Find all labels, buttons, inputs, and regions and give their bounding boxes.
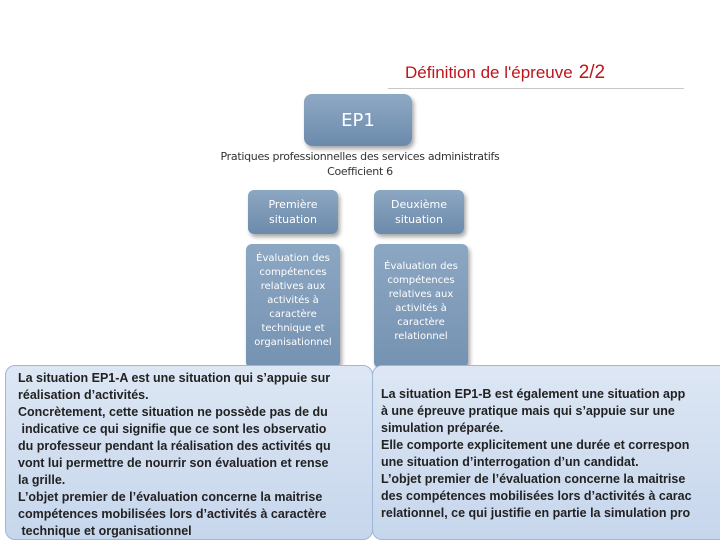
second-situation-line: situation: [395, 213, 443, 226]
panel-line: indicative ce qui signifie que ce sont les observatio: [18, 422, 327, 436]
second-evaluation-line: caractère: [397, 317, 445, 328]
first-evaluation-line: technique et: [261, 323, 325, 334]
second-evaluation-box: [374, 244, 468, 368]
second-situation-box: [374, 190, 464, 234]
first-evaluation-line: Évaluation des: [256, 253, 330, 264]
panel-line: à une épreuve pratique mais qui s’appuie sur une: [381, 404, 675, 418]
second-evaluation-line: relationnel: [394, 331, 448, 342]
situation-a-panel: [5, 365, 373, 540]
panel-line: technique et organisationnel: [18, 524, 192, 538]
first-evaluation-line: activités à: [267, 295, 319, 306]
second-evaluation-line: activités à: [395, 303, 447, 314]
first-evaluation-line: compétences: [259, 267, 327, 278]
title-text: Définition de l'épreuve: [405, 63, 573, 82]
first-situation-line: Première: [268, 198, 318, 211]
ep1-coefficient: Coefficient 6: [327, 165, 393, 178]
panel-line: du professeur pendant la réalisation des activités qu: [18, 439, 331, 453]
panel-line: vont lui permettre de nourrir son évaluation et rense: [18, 456, 329, 470]
panel-line: La situation EP1-A est une situation qui s’appuie sur: [18, 371, 331, 385]
panel-line: L’objet premier de l’évaluation concerne la maitrise: [18, 490, 323, 504]
panel-line: réalisation d’activités.: [18, 388, 149, 402]
panel-line: relationnel, ce qui justifie en partie la simulation pro: [381, 506, 691, 520]
panel-line: la grille.: [18, 473, 66, 487]
ep1-label: EP1: [341, 109, 375, 131]
first-situation-line: situation: [269, 213, 317, 226]
panel-line: compétences mobilisées lors d’activités à caractère: [18, 507, 327, 521]
title-divider: [388, 88, 684, 89]
first-situation-box: [248, 190, 338, 234]
second-evaluation-line: compétences: [387, 275, 455, 286]
second-evaluation-line: Évaluation des: [384, 261, 458, 272]
panel-line: simulation préparée.: [381, 421, 504, 435]
situation-b-panel: [372, 365, 720, 540]
second-situation-line: Deuxième: [390, 198, 448, 211]
first-evaluation-line: caractère: [269, 309, 317, 320]
panel-line: La situation EP1-B est également une situation app: [381, 387, 686, 401]
panel-line: Elle comporte explicitement une durée et correspon: [381, 438, 690, 452]
page-number: 2/2: [578, 62, 606, 83]
page-title: [405, 62, 605, 84]
panel-line: une situation d’interrogation d’un candidat.: [381, 455, 639, 469]
first-evaluation-line: organisationnel: [254, 337, 332, 348]
first-evaluation-box: [246, 244, 340, 368]
panel-line: Concrètement, cette situation ne possède pas de du: [18, 405, 328, 419]
ep1-box: [304, 94, 412, 146]
panel-line: L’objet premier de l’évaluation concerne la maitrise: [381, 472, 686, 486]
second-evaluation-line: relatives aux: [388, 289, 454, 300]
panel-line: des compétences mobilisées lors d’activités à carac: [381, 489, 692, 503]
first-evaluation-line: relatives aux: [260, 281, 326, 292]
ep1-subtitle: Pratiques professionnelles des services administratifs: [220, 150, 500, 163]
